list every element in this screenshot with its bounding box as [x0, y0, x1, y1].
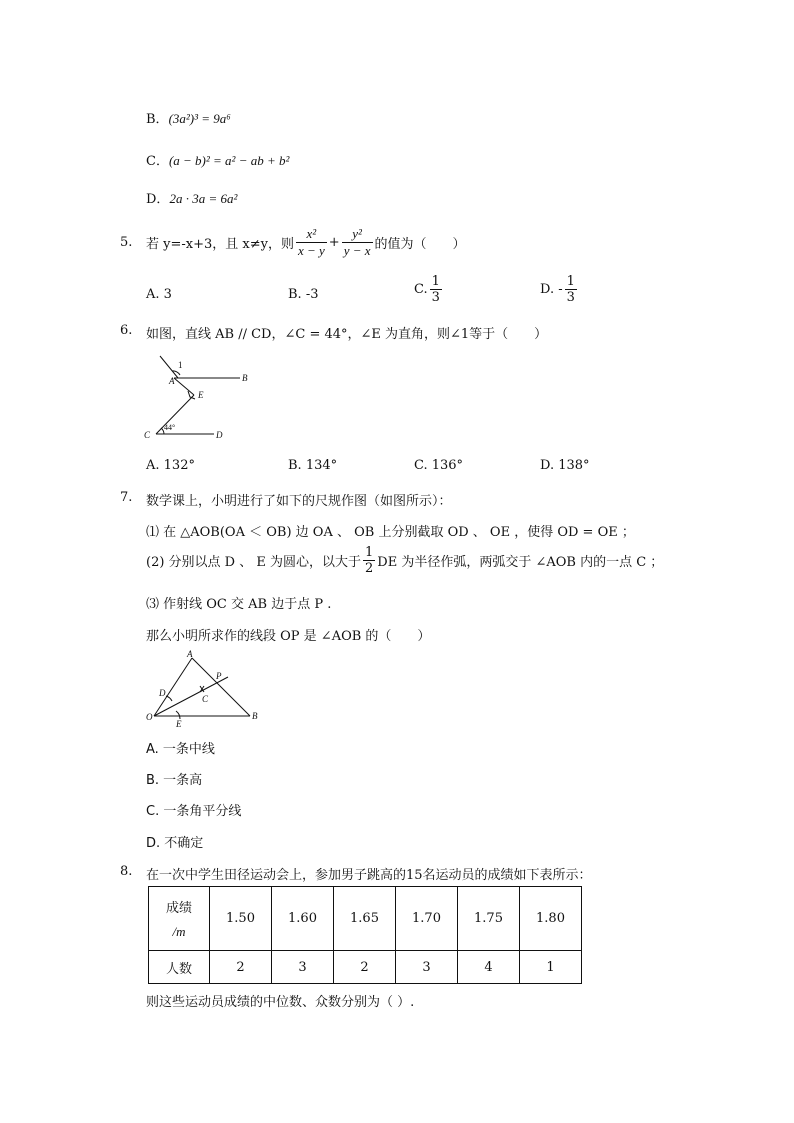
q6-option-c: C. 136° [414, 458, 464, 473]
q8-table-count: 4 [458, 951, 520, 984]
q5-plus: + [328, 234, 340, 250]
q8-number: 8. [120, 864, 133, 879]
q5-option-d-fraction [565, 274, 577, 305]
q7-figure [140, 648, 270, 730]
q6-option-d: D. 138° [540, 458, 590, 473]
table-row [149, 887, 582, 951]
q8-question: 则这些运动员成绩的中位数、众数分别为（ ）. [146, 995, 415, 1010]
q5-fraction-1 [296, 226, 327, 259]
q7-stem: 数学课上，小明进行了如下的尺规作图（如图所示）： [146, 494, 452, 509]
q6-segment-ae [174, 378, 194, 395]
q6-stem: 如图，直线 AB // CD，∠C = 44°，∠E 为直角，则∠1等于（ ） [146, 327, 548, 342]
q5-option-c-fraction [430, 274, 442, 305]
q5-fraction-2-num: y² [352, 225, 362, 241]
q5-number: 5. [120, 235, 133, 250]
q7-label-p: P [216, 671, 222, 681]
q7-arc-e [176, 711, 180, 719]
q8-table-header-line1: 成绩 [165, 901, 192, 916]
q7-step-2-prefix: (2) 分别以点 D 、 E 为圆心，以大于 [146, 555, 361, 570]
q7-step-2 [146, 545, 663, 576]
q7-step-3: ⑶ 作射线 OC 交 AB 边于点 P . [146, 597, 332, 612]
q5-option-d-den: 3 [566, 290, 575, 305]
q7-step-2-suffix: DE 为半径作弧，两弧交于 ∠AOB 内的一点 C ； [377, 555, 664, 570]
q7-option-d: D. 不确定 [146, 836, 204, 851]
q8-score-table [148, 886, 582, 984]
q6-label-c: C [144, 430, 151, 440]
q7-label-d: D [159, 688, 166, 698]
q7-label-a: A [187, 649, 193, 659]
q8-table-count: 3 [272, 951, 334, 984]
q5-fraction-2-den: y − x [343, 242, 371, 258]
q4-option-d-label: D． [146, 192, 170, 207]
q5-option-d-label: D. - [540, 282, 563, 297]
q5-option-a: A. 3 [146, 287, 172, 302]
q8-table-height: 1.70 [396, 887, 458, 951]
q7-step-2-fraction [363, 545, 375, 576]
q4-option-c-label: C． [146, 154, 169, 169]
q7-number: 7. [120, 490, 133, 505]
q6-label-b: B [242, 373, 248, 383]
q8-table-count-label: 人数 [149, 951, 210, 984]
q6-label-angle: 44° [164, 423, 176, 432]
q4-option-d [146, 188, 237, 207]
q5-fraction-1-num: x² [306, 225, 317, 241]
q4-option-b [146, 108, 231, 127]
q8-table-header-line2: /m [172, 924, 186, 939]
q7-step-2-den: 2 [365, 561, 374, 576]
q4-option-c-expr: (a − b)² = a² − ab + b² [168, 153, 290, 168]
q5-fraction-1-den: x − y [297, 242, 325, 258]
q7-side-oa [154, 658, 192, 716]
q6-option-a: A. 132° [146, 458, 195, 473]
q4-option-b-expr: (3a²)³ = 9a⁶ [168, 111, 231, 126]
q4-option-c [146, 150, 289, 169]
q6-number: 6. [120, 323, 133, 338]
q6-label-d: D [216, 430, 223, 440]
q4-option-b-label: B． [146, 112, 169, 127]
q6-label-1: 1 [178, 360, 183, 370]
q8-table-count: 2 [210, 951, 272, 984]
q5-option-c-label: C. [414, 282, 428, 297]
q7-label-o: O [146, 712, 153, 722]
q4-option-d-expr: 2a · 3a = 6a² [169, 191, 238, 206]
q7-option-a: A. 一条中线 [146, 742, 215, 757]
q6-label-a: A [169, 376, 175, 386]
q7-step-1: ⑴ 在 △AOB(OA ＜ OB) 边 OA 、 OB 上分别截取 OD 、 OE ，使得 OD = OE ； [146, 525, 635, 540]
q5-option-d-num: 1 [566, 274, 575, 289]
q8-table-count: 1 [520, 951, 582, 984]
q8-table-height: 1.50 [210, 887, 272, 951]
q8-table-height: 1.80 [520, 887, 582, 951]
q5-option-d [540, 274, 579, 305]
q7-arc-d [166, 696, 172, 701]
q8-table-height: 1.65 [334, 887, 396, 951]
q6-transversal-line [160, 356, 178, 378]
q8-table-header-label [149, 887, 210, 951]
q7-label-e: E [176, 719, 182, 729]
q8-table-count: 2 [334, 951, 396, 984]
q5-fraction-2 [342, 226, 373, 259]
q7-label-c: C [202, 694, 209, 704]
q8-table-count: 3 [396, 951, 458, 984]
q5-option-c-num: 1 [431, 274, 440, 289]
q5-option-c-den: 3 [431, 290, 440, 305]
q7-question: 那么小明所求作的线段 OP 是 ∠AOB 的（ ） [146, 629, 431, 644]
q6-label-e: E [198, 390, 204, 400]
q5-stem-prefix: 若 y=-x+3，且 x≠y，则 [146, 236, 294, 252]
q7-option-c: C. 一条角平分线 [146, 804, 242, 819]
q5-option-c [414, 274, 444, 305]
table-row [149, 951, 582, 984]
q6-figure [138, 354, 268, 446]
q8-table-height: 1.60 [272, 887, 334, 951]
q7-step-2-num: 1 [365, 545, 374, 560]
q6-option-b: B. 134° [288, 458, 338, 473]
q7-option-b: B. 一条高 [146, 773, 203, 788]
q5-stem-suffix: 的值为（ ） [374, 236, 466, 252]
q8-table-height: 1.75 [458, 887, 520, 951]
q8-stem: 在一次中学生田径运动会上，参加男子跳高的15名运动员的成绩如下表所示： [146, 868, 592, 883]
q5-option-b: B. -3 [288, 287, 319, 302]
q7-label-b: B [252, 711, 258, 721]
q5-stem [146, 220, 466, 264]
